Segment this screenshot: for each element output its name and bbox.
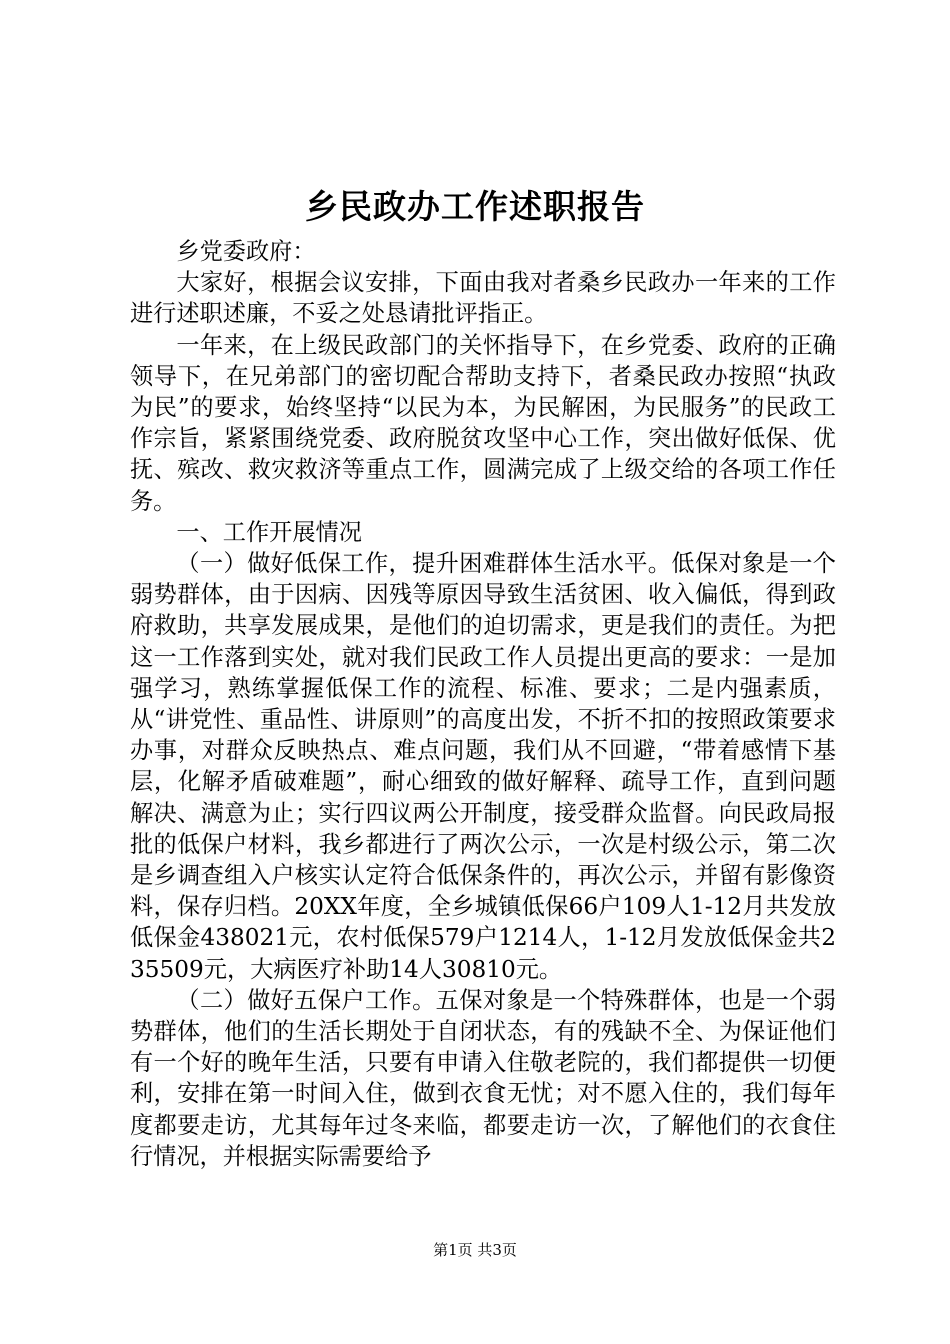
document-title: 乡民政办工作述职报告: [305, 187, 645, 226]
page-footer: 第1页 共3页: [433, 1241, 517, 1259]
five-guarantee-paragraph: （二）做好五保户工作。五保对象是一个特殊群体，也是一个弱势群体，他们的生活长期处于自闭状态，有的残缺不全、为保证他们有一个好的晚年生活，只要有申请入住敬老院的，我们都提供一切便利，安排在第一时间入住，做到衣食无忧；对不愿入住的，我们每年度都要走访，尤其每年过冬来临，都要走访一次，了解他们的衣食住行情况，并根据实际需要给予: [130, 986, 836, 1170]
section-heading: 一、工作开展情况: [176, 518, 362, 546]
summary-paragraph: 一年来，在上级民政部门的关怀指导下，在乡党委、政府的正确领导下，在兄弟部门的密切配合帮助支持下，者桑民政办按照“执政为民”的要求，始终坚持“以民为本，为民解困，为民服务”的民政工作宗旨，紧紧围绕党委、政府脱贫攻坚中心工作，突出做好低保、优抚、殡改、救灾救济等重点工作，圆满完成了上级交给的各项工作任务。: [130, 331, 836, 515]
opening-paragraph: 大家好，根据会议安排，下面由我对者桑乡民政办一年来的工作进行述职述廉，不妥之处恳请批评指正。: [130, 269, 836, 328]
document-body: [130, 236, 836, 1172]
low-income-paragraph: （一）做好低保工作，提升困难群体生活水平。低保对象是一个弱势群体，由于因病、因残等原因导致生活贫困、收入偏低，得到政府救助，共享发展成果，是他们的迫切需求，更是我们的责任。为把这一工作落到实处，就对我们民政工作人员提出更高的要求：一是加强学习，熟练掌握低保工作的流程、标准、要求；二是内强素质，从“讲党性、重品性、讲原则”的高度出发，不折不扣的按照政策要求办事，对群众反映热点、难点问题，我们从不回避，“带着感情下基层，化解矛盾破难题”，耐心细致的做好解释、疏导工作，直到问题解决、满意为止；实行四议两公开制度，接受群众监督。向民政局报批的低保户材料，我乡都进行了两次公示，一次是村级公示，第二次是乡调查组入户核实认定符合低保条件的，再次公示，并留有影像资料，保存归档。20XX年度，全乡城镇低保66户109人1-12月共发放低保金438021元，农村低保579户1214人，1-12月发放低保金共235509元，大病医疗补助14人30810元。: [130, 550, 836, 983]
salutation-paragraph: 乡党委政府：: [176, 238, 316, 265]
